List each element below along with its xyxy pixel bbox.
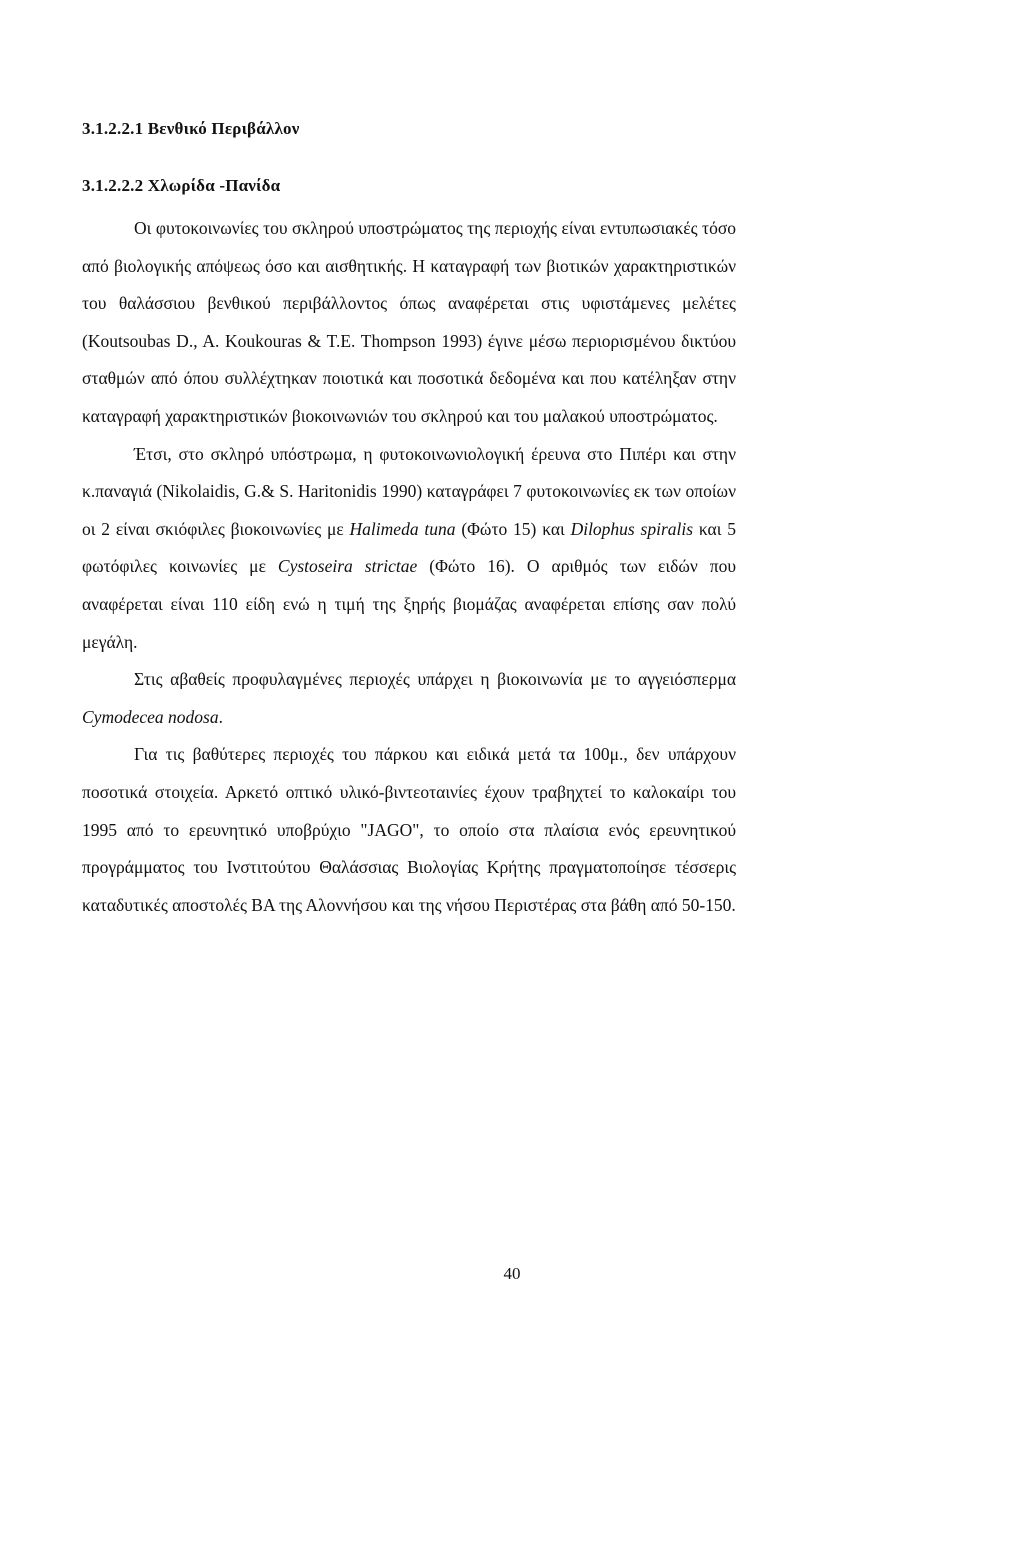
- paragraph-text: (Φώτο 16). Ο αριθμός των ειδών που αναφέρεται είναι 110 είδη ενώ η τιμή της ξηρής βιομάζας αναφέρεται επίσης σαν πολύ μεγάλη.: [82, 556, 737, 652]
- paragraph-deep-areas: Για τις βαθύτερες περιοχές του πάρκου και ειδικά μετά τα 100μ., δεν υπάρχουν ποσοτικά στοιχεία. Αρκετό οπτικό υλικό-βιντεοταινίες έχουν τραβηχτεί το καλοκαίρι του 1995 από το ερευνητικό υποβρύχιο "JAGO", το οποίο στα πλαίσια ενός ερευνητικού προγράμματος του Ινστιτούτου Θαλάσσιας Βιολογίας Κρήτης πραγματοποίησε τέσσερις καταδυτικές αποστολές ΒΑ της Αλοννήσου και της νήσου Περιστέρας στα βάθη από 50-150.: [82, 744, 736, 915]
- body-text: [82, 210, 736, 924]
- paragraph-text: (Φώτο 15) και: [455, 518, 571, 539]
- paragraph-text: και 5 φωτόφιλες κοινωνίες με: [82, 518, 736, 577]
- paragraph-hard-substrate: [82, 436, 736, 662]
- paragraph-text: Στις αβαθείς προφυλαγμένες περιοχές υπάρχει η βιοκοινωνία με το αγγειόσπερμα: [134, 669, 736, 690]
- species-name: Halimeda tuna: [349, 518, 456, 539]
- section-heading-flora-fauna: 3.1.2.2.2 Χλωρίδα -Πανίδα: [82, 176, 281, 195]
- species-name: Cymodecea nodosa: [82, 706, 219, 727]
- species-name: Cystoseira strictae: [277, 556, 418, 577]
- paragraph-intro: Οι φυτοκοινωνίες του σκληρού υποστρώματος της περιοχής είναι εντυπωσιακές τόσο από βιολογικής απόψεως όσο και αισθητικής. Η καταγραφή των βιοτικών χαρακτηριστικών του θαλάσσιου βενθικού περιβάλλοντος όπως αναφέρεται στις υφιστάμενες μελέτες (Koutsoubas D., A. Koukouras & T.E. Thompson 1993) έγινε μέσω περιορισμένου δικτύου σταθμών από όπου συλλέχτηκαν ποιοτικά και ποσοτικά δεδομένα και που κατέληξαν στην καταγραφή χαρακτηριστικών βιοκοινωνιών του σκληρού και του μαλακού υποστρώματος.: [82, 218, 736, 426]
- paragraph-text: Έτσι, στο σκληρό υπόστρωμα, η φυτοκοινωνιολογική έρευνα στο Πιπέρι και στην κ.παναγιά (Nikolaidis, G.& S. Haritonidis 1990) καταγράφει 7 φυτοκοινωνίες εκ των οποίων οι 2 είναι σκιόφιλες βιοκοινωνίες με: [82, 443, 736, 539]
- page-number: 40: [503, 1264, 521, 1283]
- paragraph-shallow-areas: [82, 661, 736, 736]
- section-heading-benthic: 3.1.2.2.1 Βενθικό Περιβάλλον: [82, 119, 300, 138]
- paragraph-text: .: [218, 706, 223, 727]
- species-name: Dilophus spiralis: [570, 518, 694, 539]
